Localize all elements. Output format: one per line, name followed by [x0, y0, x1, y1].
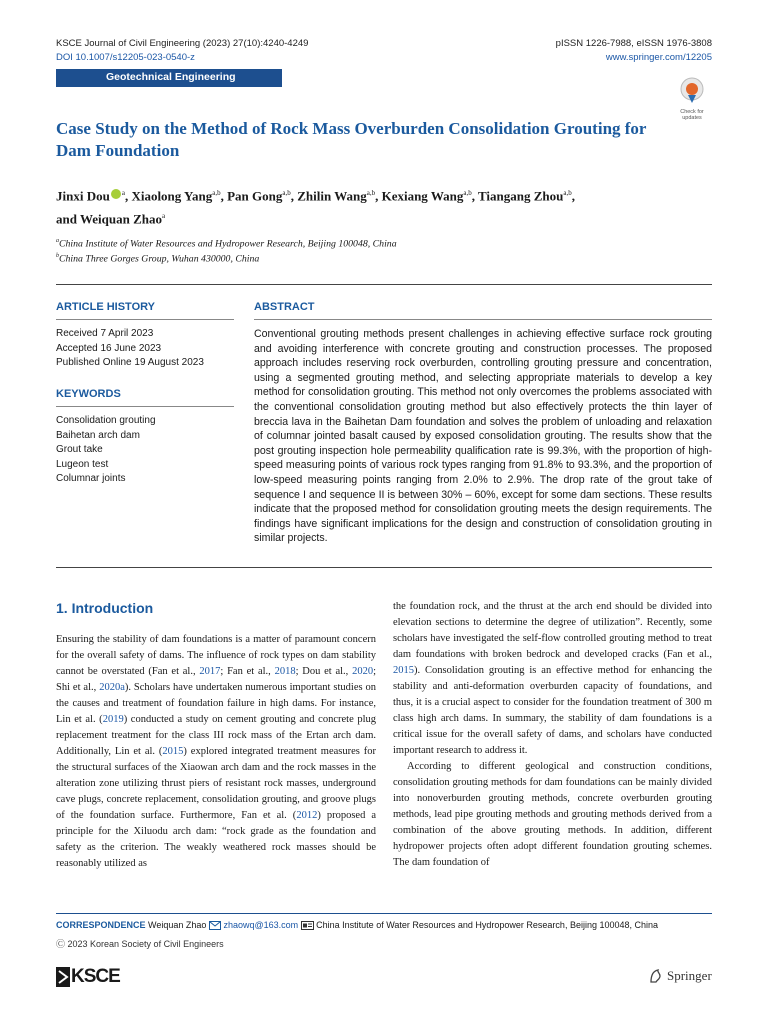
- correspondence-affiliation: China Institute of Water Resources and Hydropower Research, Beijing 100048, China: [316, 920, 659, 930]
- citation-link[interactable]: 2012: [296, 810, 318, 821]
- correspondence: [56, 920, 716, 930]
- accepted-date: Accepted 16 June 2023: [56, 342, 162, 354]
- author-affil-mark: a,b: [563, 189, 572, 197]
- body-text: the foundation rock, and the thrust at the arch end should be divided into elevation sections to determine the degree of utilization”. Recently, some scholars have investigated the self-flow controlled grouting method to treat dam foundations with broken bedrock and developed cracks (Fan et al.,: [393, 601, 712, 660]
- intro-left-column: [56, 632, 376, 872]
- check-updates-icon: [672, 76, 712, 104]
- keyword-item: Consolidation grouting: [56, 415, 156, 426]
- citation-link[interactable]: 2015: [393, 665, 414, 676]
- correspondence-label: CORRESPONDENCE: [56, 920, 146, 930]
- check-updates-badge[interactable]: [672, 76, 712, 120]
- keywords-heading: KEYWORDS: [56, 388, 121, 400]
- section-label: Geotechnical Engineering: [106, 71, 236, 83]
- author-affil-mark: a,b: [282, 189, 291, 197]
- author-affil-mark: a: [121, 189, 125, 197]
- ksce-logo: [56, 966, 120, 988]
- journal-citation: KSCE Journal of Civil Engineering (2023) 27(10):4240-4249: [56, 38, 309, 49]
- introduction-heading: 1. Introduction: [56, 600, 154, 616]
- intro-paragraph: [393, 599, 712, 759]
- author-name: Jinxi Dou: [56, 188, 110, 204]
- citation-link[interactable]: 2015: [162, 746, 184, 757]
- affiliation-b: $^b$China Three Gorges Group, Wuhan 430000, China: [56, 253, 260, 265]
- article-history-heading: ARTICLE HISTORY: [56, 301, 156, 313]
- ksce-logo-text: KSCE: [71, 966, 120, 987]
- abstract-rule: [254, 319, 712, 320]
- author-affil-mark: a,b: [212, 189, 221, 197]
- article-title: Case Study on the Method of Rock Mass Overburden Consolidation Grouting for Dam Foundation: [56, 119, 647, 160]
- body-text: ). Consolidation grouting is an effective method for enhancing the stability and anti-deformation overburden capacity of foundations, and thus, it is a crucial aspect to consider for the foundation treatment of 300 m class high arch dams. In summary, the stability of dam foundations is a critical issue for the overall safety of dams, and scholars have conducted important research to address it.: [393, 665, 712, 756]
- email-icon: [209, 921, 221, 930]
- section-divider: [56, 284, 712, 285]
- keywords-rule: [56, 406, 234, 407]
- citation-link[interactable]: 2020a: [99, 682, 125, 693]
- received-date: Received 7 April 2023: [56, 328, 154, 339]
- ksce-mark-icon: [56, 967, 70, 987]
- author-name: Zhilin Wang: [297, 188, 367, 204]
- body-text: ; Shi et al.,: [56, 666, 377, 693]
- issn: pISSN 1226-7988, eISSN 1976-3808: [555, 38, 712, 49]
- copyright: Ⓒ 2023 Korean Society of Civil Engineers: [56, 939, 224, 949]
- section-band: [56, 69, 282, 87]
- body-text: ). Scholars have undertaken numerous important studies on the causes and treatment of foundation failure in high dams. For instance, Lin et al. (: [56, 682, 376, 725]
- citation-link[interactable]: 2018: [274, 666, 296, 677]
- keyword-item: Baihetan arch dam: [56, 429, 140, 441]
- history-rule: [56, 319, 234, 320]
- author-affil-mark: a,b: [366, 189, 376, 197]
- author-name: Weiquan Zhao: [79, 211, 162, 227]
- doi-link[interactable]: DOI 10.1007/s12205-023-0540-z: [56, 52, 195, 63]
- section-divider: [56, 567, 712, 568]
- body-text: ) proposed a principle for the Xiluodu arch dam: “rock grade as the foundation and safety as the criterion. The weakly weathered rock masses should be reasonably utilized as: [56, 810, 377, 869]
- author-name: Xiaolong Yang: [131, 188, 213, 204]
- author-name: Tiangang Zhou: [477, 188, 564, 204]
- affiliations: [56, 235, 397, 266]
- citation-link[interactable]: 2020: [352, 666, 374, 677]
- published-date: Published Online 19 August 2023: [56, 357, 204, 368]
- abstract-heading: ABSTRACT: [254, 301, 315, 313]
- affiliation-a: $^a$China Institute of Water Resources and Hydropower Research, Beijing 100048, China: [56, 238, 397, 250]
- correspondence-name: Weiquan Zhao: [148, 920, 207, 930]
- check-updates-label: Check for updates: [680, 109, 704, 121]
- body-text: ; Dou et al.,: [295, 666, 353, 677]
- article-history: [56, 327, 204, 371]
- keyword-item: Columnar joints: [56, 473, 126, 484]
- citation-link[interactable]: 2019: [102, 714, 124, 725]
- orcid-icon[interactable]: [111, 189, 121, 199]
- keyword-item: Lugeon test: [56, 458, 109, 470]
- journal-url[interactable]: www.springer.com/12205: [605, 52, 712, 63]
- body-text: ) conducted a study on cement grouting and concrete plug replacement treatment for the class III rock mass of the Ertan arch dam. Additionally, Lin et al. (: [56, 714, 376, 757]
- email-link[interactable]: zhaowq@163.com: [223, 920, 299, 930]
- author-name: Pan Gong: [227, 188, 283, 204]
- author-affil-mark: a: [162, 212, 166, 221]
- body-text: ; Fan et al.,: [220, 666, 275, 677]
- intro-right-column: [393, 599, 712, 871]
- author-name: Kexiang Wang: [381, 188, 464, 204]
- body-text: Ensuring the stability of dam foundations is a matter of paramount concern for the overall safety of dams. The influence of rock types on dam stability cannot be overstated (Fan et al.,: [56, 634, 376, 677]
- address-icon: [301, 921, 314, 930]
- keyword-list: [56, 414, 156, 487]
- author-list: Jinxi Dou $^a$, Xiaolong Yang$^{a,b}$, Pan Gong$^{a,b}$, Zhilin Wang$^{a,b}$, Kexiang Wang$^{a,b}$, Tiangang Zhou$^{a,b}$, and Weiquan Zhao$^a$: [56, 188, 575, 227]
- citation-link[interactable]: 2017: [199, 666, 221, 677]
- abstract-text: Conventional grouting methods present challenges in achieving effective surface rock grouting and avoiding interference with concrete grouting and construction processes. The proposed approach includes reserving rock overburden, controlling grouting pressure and concentration, using a segmented grouting method, and selecting appropriate materials to develop a key method for consolidation grouting. This method not only overcomes the problems associated with the conventional consolidation grouting method but also effectively protects the thin layer of breccia lava in the Baihetan Dam foundation and solves the problem of unloading and relaxation of columnar jointed basalt caused by exposed consolidation grouting. The results show that the post grouting inspection hole permeability qualification rate is 99.3%, with the proportion of high-speed measuring points of various rock types ranging from 91.8% to 93.3%, and the proportion of low-speed measuring points ranging from 2.0% to 2.9%. The drop rate of the grout take of sequence I and sequence II is between 30% – 60%, except for some dam sections. These results indicate that the proposed method for consolidation grouting meets the design requirements. The findings have significant implications for the design and construction of consolidation grouting in similar projects.: [254, 328, 712, 545]
- footer-rule: [56, 913, 712, 914]
- springer-logo-text: Springer: [667, 968, 712, 983]
- intro-paragraph: According to different geological and construction conditions, consolidation grouting methods for dam foundations can be mainly divided into nonoverburden grouting methods, concrete overburden grouting methods, lead pipe grouting methods and grouting methods derived from a combination of the above grouting methods. In addition, different hydropower projects often adopt different foundation grouting schemes. The dam foundation of: [393, 761, 712, 868]
- body-text: ) explored integrated treatment measures for the structural surfaces of the Xiaowan arch dam and the rock masses in the alteration zone utilizing thrust piers of resistant rock masses, underground cave plugs, concrete replacement, consolidation grouting, and groove plugs of the foundation surface. Furthermore, Fan et al. (: [56, 746, 376, 821]
- springer-logo: [648, 968, 712, 984]
- keyword-item: Grout take: [56, 444, 103, 455]
- author-affil-mark: a,b: [463, 189, 472, 197]
- springer-horse-icon: [648, 968, 664, 984]
